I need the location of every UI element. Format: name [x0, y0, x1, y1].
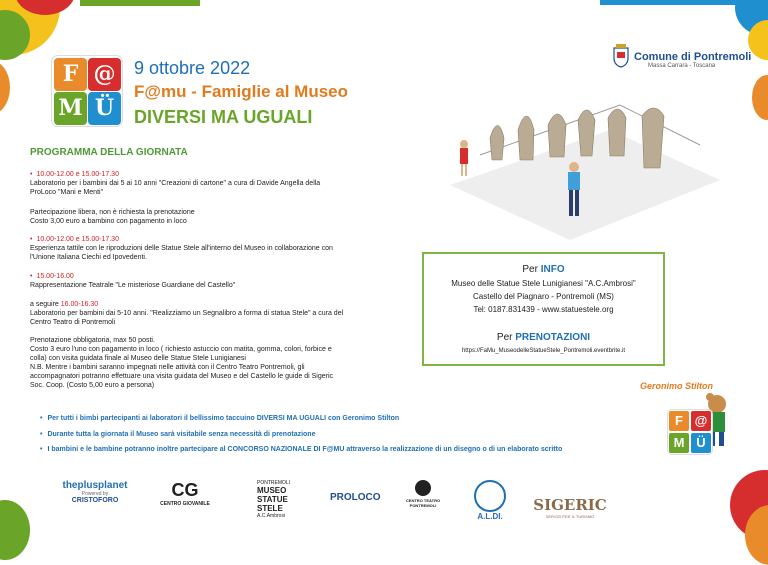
famu-logo-small: [668, 410, 712, 454]
bullet-dot: •: [30, 273, 33, 280]
program-line: Prenotazione obbligatoria, max 50 posti.: [30, 337, 155, 344]
program-line: colla) con visita guidata finale al Museo delle Statue Stele Lunigianesi: [30, 355, 246, 362]
logo-letter-m: M: [54, 92, 87, 125]
bottom-note-3: • I bambini e le bambine potranno inoltre partecipare al CONCORSO NAZIONALE DI F@MU attraverso la realizzazione di un disegno o di un elaborato scritto: [40, 446, 562, 453]
program-item-1: [30, 170, 385, 197]
museo-line-3: A.C.Ambrosi: [257, 513, 286, 519]
program-time: 15.00-16.00: [36, 273, 74, 280]
sponsor-centro-giovanile: [155, 480, 215, 507]
prenotazioni-url[interactable]: https://FaMu_MuseodelleStatueStele_Pontremoli.eventbrite.it: [461, 348, 626, 354]
sigeric-name: SIGERIC: [533, 496, 607, 514]
museo-line-2: STATUE STELE: [257, 495, 288, 513]
teatro-mask-icon: [415, 480, 431, 496]
info-castello: Castello del Piagnaro - Pontremoli (MS): [473, 292, 614, 301]
logo-letter-at: @: [88, 58, 121, 91]
cg-mark: CG: [171, 480, 199, 500]
event-tagline: DIVERSI MA UGUALI: [134, 107, 313, 127]
sponsor-aldi: [470, 480, 510, 521]
info-contatti: Tel: 0187.831439 - www.statuestele.org: [473, 305, 614, 314]
program-prenotazione: [30, 336, 385, 390]
program-note: [30, 208, 385, 226]
aldi-name: A.L.DI.: [477, 512, 503, 521]
logo-letter-at: @: [691, 411, 711, 431]
program-line: N.B. Mentre i bambini saranno impegnati nelle attività con il Centro Teatro Pontremoli, gli: [30, 364, 305, 371]
sigeric-subtitle: SERVIZI PER IL TURISMO: [545, 514, 595, 519]
proloco-name: PROLOCO: [330, 492, 381, 503]
prenotazioni-label: PRENOTAZIONI: [515, 332, 591, 343]
bullet-dot: •: [30, 171, 33, 178]
program-line: Centro Teatro di Pontremoli: [30, 319, 116, 326]
logo-letter-m: M: [669, 433, 689, 453]
program-line: Laboratorio per bambini dai 5-10 anni. "Realizziamo un Segnalibro a forma di statua Stele" a cura del: [30, 310, 344, 317]
cg-name: CENTRO GIOVANILE: [160, 501, 210, 507]
program-line: Costo 3,00 euro a bambino con pagamento in loco: [30, 218, 187, 225]
info-heading: [424, 264, 663, 275]
logo-letter-u: Ü: [691, 433, 711, 453]
museo-line-1: MUSEO: [257, 486, 287, 495]
program-line: l'Unione Italiana Ciechi ed Ipovedenti.: [30, 254, 147, 261]
program-line: Partecipazione libera, non è richiesta la prenotazione: [30, 209, 195, 216]
event-title: F@mu - Famiglie al Museo: [134, 82, 348, 101]
program-time: 10.00-12.00 e 15.00-17.30: [36, 236, 119, 243]
logo-letter-f: F: [669, 411, 689, 431]
comune-subtitle: Massa Carrara - Toscana: [648, 63, 716, 69]
sponsor-museo-statue-stele: [235, 480, 315, 519]
program-seguire: [30, 300, 385, 327]
program-line: accompagnatori potranno effettuare una visita guidata del Museo e del Castello le guide di Sigeric: [30, 373, 334, 380]
seguire-prefix: a seguire: [30, 301, 61, 308]
program-time: 10.00-12.00 e 15.00-17.30: [36, 171, 119, 178]
bullet-dot: •: [30, 236, 33, 243]
info-museo: Museo delle Statue Stele Lunigianesi "A.C.Ambrosi": [451, 279, 636, 288]
teatro-name: CENTRO TEATRO PONTREMOLI: [405, 498, 441, 508]
seguire-time: 16.00-16.30: [60, 301, 99, 308]
bottom-note-1: • Per tutti i bimbi partecipanti ai laboratori il bellissimo taccuino DIVERSI MA UGUALI con Geronimo Stilton: [40, 415, 399, 422]
program-line: Rappresentazione Teatrale "Le misteriose Guardiane del Castello": [30, 282, 236, 289]
geronimo-title: Geronimo Stilton: [640, 381, 713, 391]
comune-name: Comune di Pontremoli: [634, 51, 752, 63]
program-item-3: [30, 272, 385, 290]
program-line: Esperienza tattile con le riproduzioni delle Statue Stele all'interno del Museo in collaborazione con: [30, 245, 333, 252]
program-line: Laboratorio per i bambini dai 5 ai 10 anni "Creazioni di cartone" a cura di Davide Angella della: [30, 180, 321, 187]
program-title: PROGRAMMA DELLA GIORNATA: [30, 147, 188, 158]
plusplanet-powered: Powered by: [81, 491, 109, 497]
logo-letter-u: Ü: [88, 92, 121, 125]
prenotazioni-heading: [424, 332, 663, 343]
plusplanet-name: theplusplanet: [62, 480, 128, 491]
info-label: INFO: [540, 264, 565, 275]
museum-illustration: [420, 90, 720, 240]
sponsor-centro-teatro: [403, 480, 443, 508]
museo-top: PONTREMOLI: [257, 480, 291, 486]
corner-blob-green-bl: [0, 500, 30, 560]
corner-blob-orange-tr: [752, 75, 768, 120]
cristoforo-name: CRISTOFORO: [71, 497, 119, 504]
event-date: 9 ottobre 2022: [134, 58, 251, 78]
sponsor-plusplanet: [45, 480, 145, 504]
corner-blob-orange: [0, 60, 10, 115]
famu-logo: [52, 56, 122, 126]
aldi-circle-icon: [474, 480, 506, 512]
program-line: ProLoco "Mani e Menti": [30, 189, 104, 196]
sponsor-sigeric: [525, 480, 615, 519]
program-item-2: [30, 235, 385, 262]
bottom-note-2: • Durante tutta la giornata il Museo sarà visitabile senza necessità di prenotazione: [40, 431, 315, 438]
program-line: Soc. Coop. (Costo 5,00 euro a persona): [30, 382, 155, 389]
program-line: Costo 3 euro l'uno con pagamento in loco ( richiesto astuccio con matita, gomma, colori, forbice e: [30, 346, 332, 353]
prenotazioni-per: Per: [496, 332, 516, 343]
logo-letter-f: F: [54, 58, 87, 91]
info-per: Per: [522, 264, 541, 275]
sponsor-proloco: [330, 480, 380, 503]
comune-crest-icon: [612, 44, 630, 68]
info-box: [422, 252, 665, 366]
top-green-band: [80, 0, 200, 6]
